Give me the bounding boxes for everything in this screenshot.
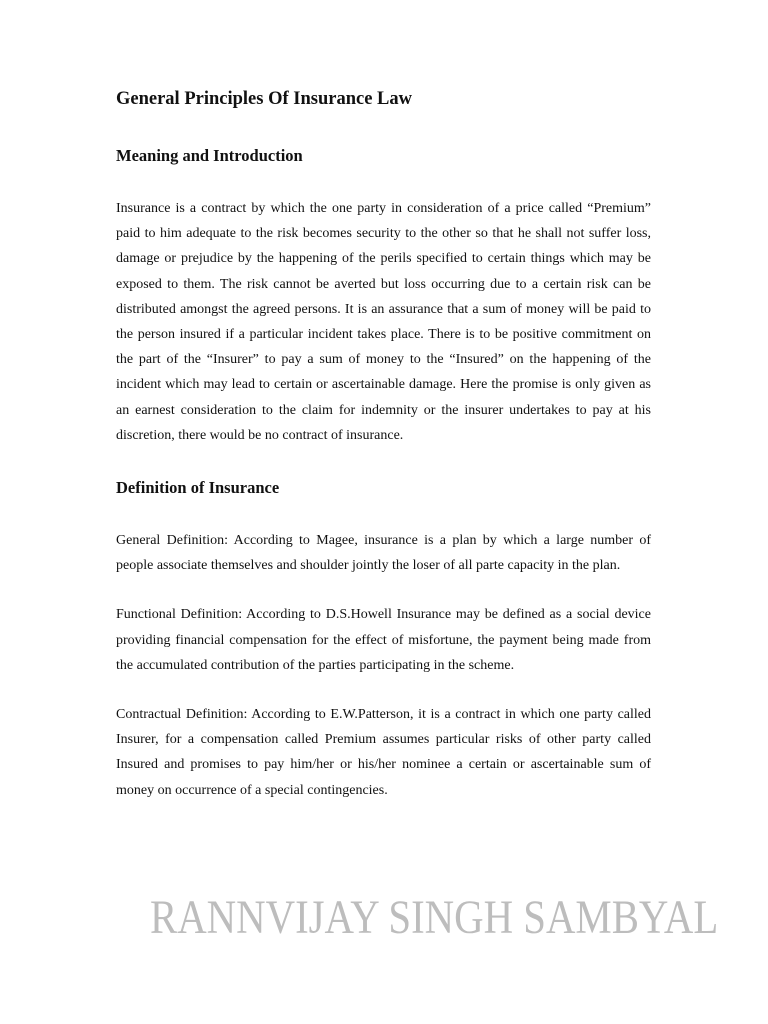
- section-heading-definition: Definition of Insurance: [116, 478, 280, 498]
- paragraph-contractual-definition: Contractual Definition: According to E.W.Patterson, it is a contract in which one party called Insurer, for a compensation called Premium assumes particular risks of other party called Insured and promises to pay him/her or his/her nominee a certain or ascertainable sum of money on occurrence of a special contingencies.: [116, 707, 651, 798]
- author-watermark: RANNVIJAY SINGH SAMBYAL: [150, 891, 719, 944]
- paragraph-functional-definition: Functional Definition: According to D.S.Howell Insurance may be defined as a social device providing financial compensation for the effect of misfortune, the payment being made from the accumulated contribution of the parties participating in the scheme.: [116, 607, 651, 673]
- paragraph-introduction: Insurance is a contract by which the one party in consideration of a price called “Premium” paid to him adequate to the risk becomes security to the other so that he shall not suffer loss, damage or prejudice by the happening of the perils specified to certain things which may be exposed to them. The risk cannot be averted but loss occurring due to a certain risk can be distributed amongst the agreed persons. It is an assurance that a sum of money will be paid to the person insured if a particular incident takes place. There is to be positive commitment on the part of the “Insurer” to pay a sum of money to the “Insured” on the happening of the incident which may lead to certain or ascertainable damage. Here the promise is only given as an earnest consideration to the claim for indemnity or the insurer undertakes to pay at his discretion, there would be no contract of insurance.: [116, 201, 651, 443]
- document-page: [116, 86, 651, 803]
- section-heading-meaning: Meaning and Introduction: [116, 146, 303, 165]
- paragraph-general-definition: General Definition: According to Magee, insurance is a plan by which a large number of people associate themselves and shoulder jointly the loser of all parte capacity in the plan.: [116, 533, 651, 574]
- document-title: General Principles Of Insurance Law: [116, 89, 412, 109]
